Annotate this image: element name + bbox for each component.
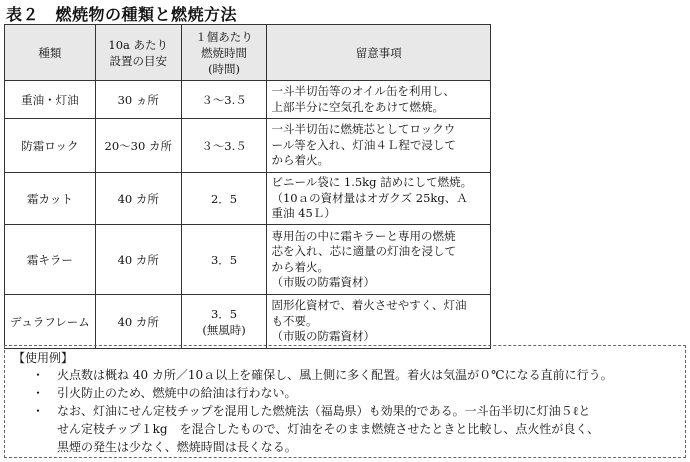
usage-examples-box [4,345,686,458]
cell-notes: 一斗半切缶に燃焼芯としてロックウ ール等を入れ、灯油４Ｌ程で浸して から着火。 [267,119,491,173]
header-type: 種類 [5,25,96,81]
cell-amount: 40 カ所 [95,173,181,225]
usage-list [5,366,685,456]
cell-time: 3．5 (無風時) [181,295,267,349]
cell-time: ３〜3.５ [181,119,267,173]
bullet: ・ [32,386,45,400]
combustion-table [4,24,491,349]
table-row [5,119,491,173]
cell-amount: 40 カ所 [95,295,181,349]
header-burn-time: １個あたり 燃焼時間 (時間) [181,25,267,81]
table-row [5,225,491,295]
cell-amount: 30 ヵ所 [95,81,181,119]
list-item: ・ 引火防止のため、燃焼中の給油は行わない。 [32,386,297,400]
cell-time: 2．5 [181,173,267,225]
cell-amount: 40 カ所 [95,225,181,295]
cell-type: デュラフレーム [5,295,96,349]
cell-notes: 固形化資材で、着火させやすく、灯油 も不要。 （市販の防霜資材） [267,295,491,349]
table-row [5,173,491,225]
table-row [5,81,491,119]
list-item: ・ なお、灯油にせん定枝チップを混用した燃焼法（福島県）も効果的である。一斗缶半切に灯油５ℓと せん定枝チップ１kg を混合したもので、灯油をそのまま燃焼させたときと比較し、点火性が良く、 黒煙の発生は少なく、燃焼時間は長くなる。 [32,404,600,454]
cell-time: ３〜3.５ [181,81,267,119]
table-row [5,295,491,349]
cell-type: 防霜ロック [5,119,96,173]
cell-amount: 20〜30 カ所 [95,119,181,173]
cell-notes: 専用缶の中に霜キラーと専用の燃焼 芯を入れ、芯に適量の灯油を浸して から着火。 （市販の防霜資材） [267,225,491,295]
cell-type: 霜キラー [5,225,96,295]
header-row [5,25,491,81]
bullet: ・ [32,368,45,382]
cell-type: 霜カット [5,173,96,225]
usage-heading: 【使用例】 [13,351,74,365]
list-item: ・ 火点数は概ね 40 カ所／10ａ以上を確保し、風上側に多く配置。着火は気温が０℃になる直前に行う。 [32,368,613,382]
bullet: ・ [32,404,45,418]
header-notes: 留意事項 [267,25,491,81]
cell-notes: 一斗半切缶等のオイル缶を利用し、 上部半分に空気孔をあけて燃焼。 [267,81,491,119]
table-title: 表２ 燃焼物の種類と燃焼方法 [6,5,238,24]
cell-type: 重油・灯油 [5,81,96,119]
header-amount: 10a あたり 設置の目安 [95,25,181,81]
cell-time: 3．5 [181,225,267,295]
cell-notes: ビニール袋に 1.5kg 詰めにして燃焼。 （10ａの資材量はオガクズ 25kg、Ａ 重油 45Ｌ） [267,173,491,225]
